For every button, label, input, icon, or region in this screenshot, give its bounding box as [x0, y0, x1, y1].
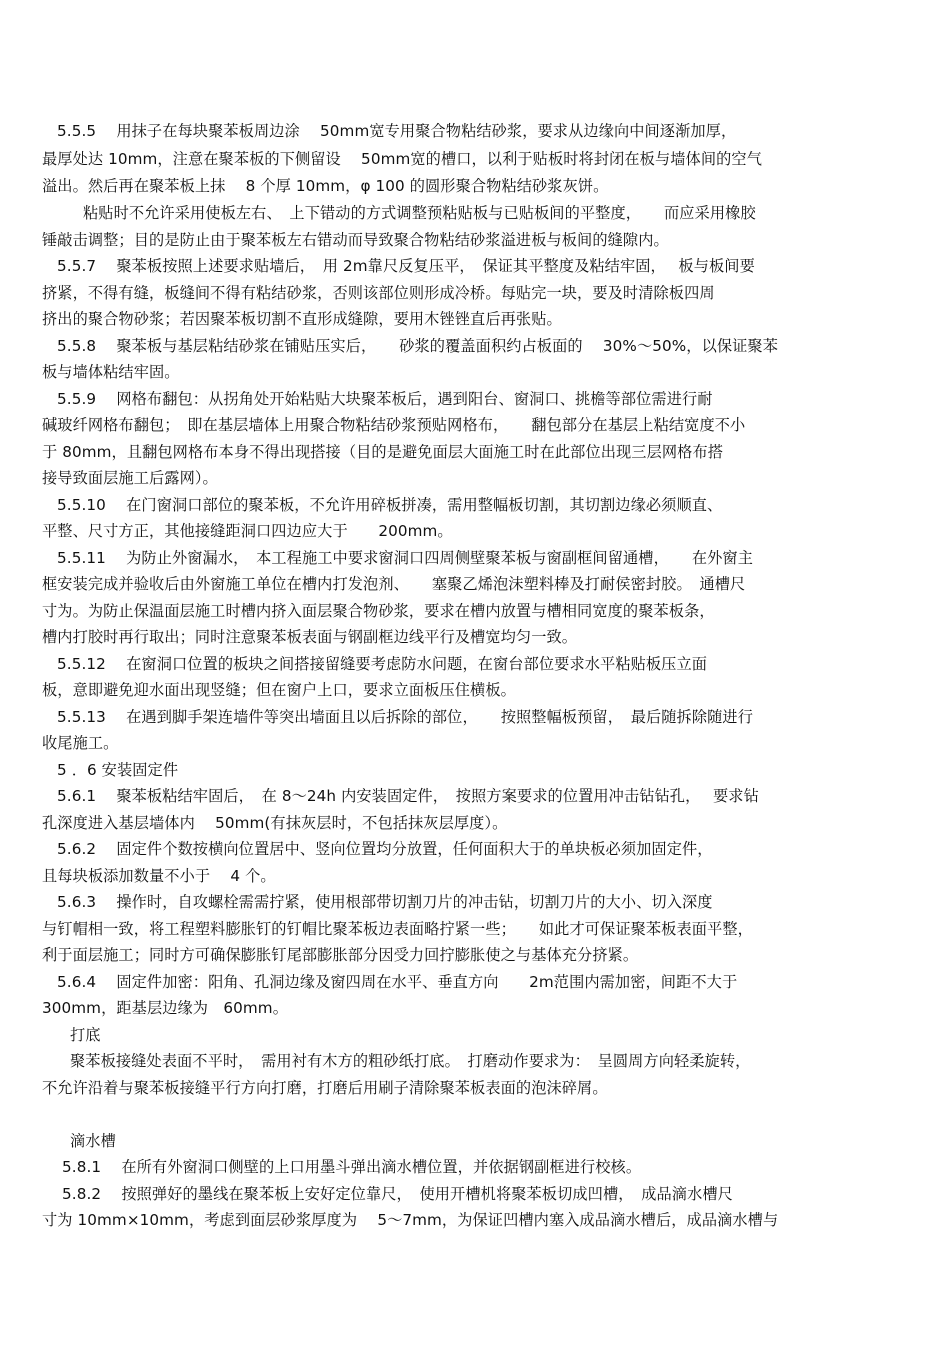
text-line: 5.6.4 固定件加密：阳角、孔洞边缘及窗四周在水平、垂直方向 2m范围内需加密，间距不大于 — [57, 973, 738, 991]
text-line: 5.5.5 用抹子在每块聚苯板周边涂 50mm宽专用聚合物粘结砂浆，要求从边缘向中间逐渐加厚， — [57, 122, 737, 140]
text-line: 粘贴时不允许采用使板左右、 上下错动的方式调整预粘贴板与已贴板间的平整度， 而应采用橡胶 — [83, 204, 756, 222]
text-line: 5.5.7 聚苯板按照上述要求贴墙后， 用 2m靠尺反复压平， 保证其平整度及粘结牢固， 板与板间要 — [57, 257, 755, 275]
text-line: 5.5.13 在遇到脚手架连墙件等突出墙面且以后拆除的部位， 按照整幅板预留， 最后随拆除随进行 — [57, 708, 753, 726]
text-line: 300mm，距基层边缘为 60mm。 — [42, 999, 288, 1017]
text-line: 5.6.3 操作时，自攻螺栓需需拧紧，使用根部带切割刀片的冲击钻，切割刀片的大小、切入深度 — [57, 893, 713, 911]
section-heading: 打底 — [70, 1026, 101, 1044]
text-line: 且每块板添加数量不小于 4 个。 — [42, 867, 276, 885]
text-line: 挤紧，不得有缝，板缝间不得有粘结砂浆，否则该部位则形成冷桥。每贴完一块，要及时清除板四周 — [42, 284, 715, 302]
text-line: 框安装完成并验收后由外窗施工单位在槽内打发泡剂、 塞聚乙烯泡沫塑料棒及打耐侯密封胶。 通槽尺 — [42, 575, 746, 593]
text-line: 5.8.2 按照弹好的墨线在聚苯板上安好定位靠尺， 使用开槽机将聚苯板切成凹槽， 成品滴水槽尺 — [62, 1185, 733, 1203]
text-line: 最厚处达 10mm，注意在聚苯板的下侧留设 50mm宽的槽口，以利于贴板时将封闭在板与墙体间的空气 — [42, 150, 762, 168]
text-line: 孔深度进入基层墙体内 50mm(有抹灰层时，不包括抹灰层厚度）。 — [42, 814, 508, 832]
section-heading: 5 ．6 安装固定件 — [57, 761, 179, 779]
text-line: 不允许沿着与聚苯板接缝平行方向打磨，打磨后用刷子清除聚苯板表面的泡沫碎屑。 — [42, 1079, 608, 1097]
text-line: 接导致面层施工后露网）。 — [42, 469, 218, 487]
text-line: 5.6.1 聚苯板粘结牢固后， 在 8～24h 内安装固定件， 按照方案要求的位置用冲击钻钻孔， 要求钻 — [57, 787, 759, 805]
text-line: 板与墙体粘结牢固。 — [42, 363, 180, 381]
text-line: 5.6.2 固定件个数按横向位置居中、竖向位置均分放置，任何面积大于的单块板必须加固定件， — [57, 840, 713, 858]
text-line: 挤出的聚合物砂浆；若因聚苯板切割不直形成缝隙，要用木锉锉直后再张贴。 — [42, 310, 562, 328]
text-line: 5.5.8 聚苯板与基层粘结砂浆在铺贴压实后， 砂浆的覆盖面积约占板面的 30%～50%，以保证聚苯 — [57, 337, 779, 355]
text-line: 溢出。然后再在聚苯板上抹 8 个厚 10mm，φ 100 的圆形聚合物粘结砂浆灰饼。 — [42, 177, 609, 195]
text-line: 利于面层施工；同时方可确保膨胀钉尾部膨胀部分因受力回拧膨胀使之与基体充分挤紧。 — [42, 946, 639, 964]
text-line: 5.5.11 为防止外窗漏水， 本工程施工中要求窗洞口四周侧壁聚苯板与窗副框间留通槽， 在外窗主 — [57, 549, 753, 567]
text-line: 寸为 10mm×10mm，考虑到面层砂浆厚度为 5～7mm，为保证凹槽内塞入成品滴水槽后，成品滴水槽与 — [42, 1211, 779, 1229]
text-line: 寸为。为防止保温面层施工时槽内挤入面层聚合物砂浆，要求在槽内放置与槽相同宽度的聚苯板条， — [42, 602, 715, 620]
text-line: 5.5.10 在门窗洞口部位的聚苯板，不允许用碎板拼凑，需用整幅板切割，其切割边缘必须顺直、 — [57, 496, 723, 514]
text-line: 于 80mm，且翻包网格布本身不得出现搭接（目的是避免面层大面施工时在此部位出现三层网格布搭 — [42, 443, 724, 461]
text-line: 锤敲击调整；目的是防止由于聚苯板左右错动而导致聚合物粘结砂浆溢进板与板间的缝隙内。 — [42, 231, 669, 249]
text-line: 收尾施工。 — [42, 734, 119, 752]
text-line: 5.5.9 网格布翻包：从拐角处开始粘贴大块聚苯板后，遇到阳台、窗洞口、挑檐等部位需进行耐 — [57, 390, 713, 408]
text-line: 5.5.12 在窗洞口位置的板块之间搭接留缝要考虑防水问题，在窗台部位要求水平粘贴板压立面 — [57, 655, 708, 673]
text-line: 5.8.1 在所有外窗洞口侧壁的上口用墨斗弹出滴水槽位置，并依据钢副框进行校核。 — [62, 1158, 642, 1176]
section-heading: 滴水槽 — [70, 1132, 116, 1150]
text-line: 与钉帽相一致，将工程塑料膨胀钉的钉帽比聚苯板边表面略拧紧一些； 如此才可保证聚苯板表面平整， — [42, 920, 753, 938]
text-line: 平整、尺寸方正，其他接缝距洞口四边应大于 200mm。 — [42, 522, 453, 540]
text-line: 槽内打胶时再行取出；同时注意聚苯板表面与钢副框边线平行及槽宽均匀一致。 — [42, 628, 578, 646]
text-line: 聚苯板接缝处表面不平时， 需用衬有木方的粗砂纸打底。 打磨动作要求为： 呈圆周方向轻柔旋转， — [70, 1052, 751, 1070]
text-line: 板，意即避免迎水面出现竖缝；但在窗户上口，要求立面板压住横板。 — [42, 681, 516, 699]
text-line: 碱玻纤网格布翻包； 即在基层墙体上用聚合物粘结砂浆预贴网格布， 翻包部分在基层上粘结宽度不小 — [42, 416, 746, 434]
